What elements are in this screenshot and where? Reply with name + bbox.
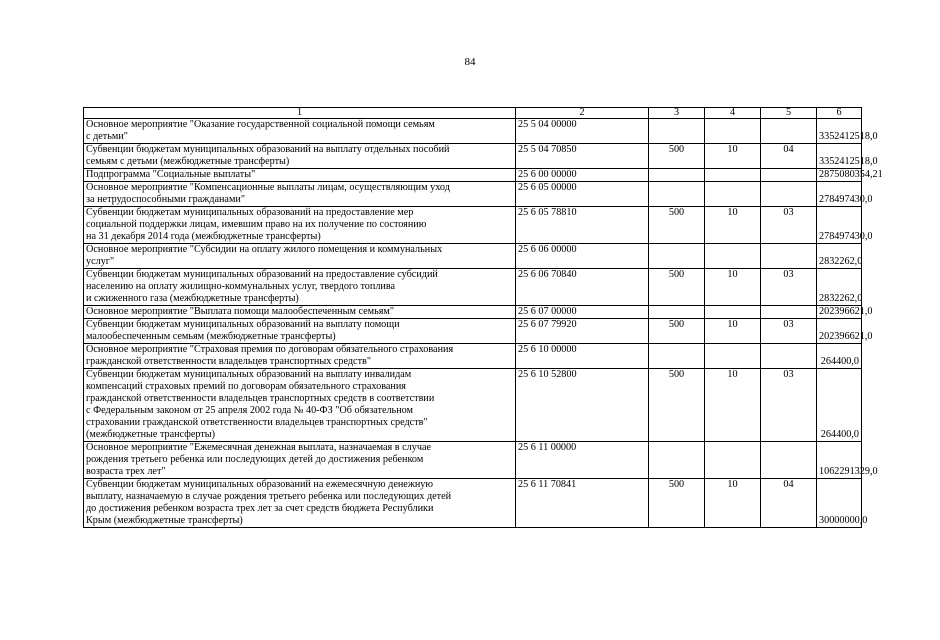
row-col4: 10 bbox=[705, 369, 761, 442]
row-code: 25 6 07 00000 bbox=[516, 306, 649, 319]
row-col4: 10 bbox=[705, 319, 761, 344]
row-amount: 202396621,0 bbox=[817, 306, 862, 319]
row-col3: 500 bbox=[649, 269, 705, 306]
row-code: 25 6 06 70840 bbox=[516, 269, 649, 306]
row-col4 bbox=[705, 344, 761, 369]
row-amount: 264400,0 bbox=[817, 369, 862, 442]
row-amount: 3352412518,0 bbox=[817, 119, 862, 144]
row-col3 bbox=[649, 306, 705, 319]
row-amount: 278497430,0 bbox=[817, 182, 862, 207]
row-col5: 03 bbox=[761, 207, 817, 244]
row-name: Основное мероприятие "Ежемесячная денежная выплата, назначаемая в случае рождения третьего ребенка или последующих детей до достижения ребенком возраста трех лет" bbox=[84, 442, 516, 479]
row-col3: 500 bbox=[649, 319, 705, 344]
row-col4: 10 bbox=[705, 269, 761, 306]
row-col5 bbox=[761, 442, 817, 479]
row-col4 bbox=[705, 244, 761, 269]
table-row bbox=[84, 306, 862, 319]
row-code: 25 6 06 00000 bbox=[516, 244, 649, 269]
row-code: 25 6 10 52800 bbox=[516, 369, 649, 442]
row-col5 bbox=[761, 169, 817, 182]
row-col5: 03 bbox=[761, 319, 817, 344]
row-code: 25 5 04 70850 bbox=[516, 144, 649, 169]
row-name: Субвенции бюджетам муниципальных образований на предоставление субсидий населению на оплату жилищно-коммунальных услуг, твердого топлива и сжиженного газа (межбюджетные трансферты) bbox=[84, 269, 516, 306]
table-row bbox=[84, 244, 862, 269]
row-col4 bbox=[705, 182, 761, 207]
row-code: 25 6 07 79920 bbox=[516, 319, 649, 344]
table-row bbox=[84, 169, 862, 182]
column-header: 3 bbox=[649, 108, 705, 119]
row-code: 25 6 11 00000 bbox=[516, 442, 649, 479]
row-col3: 500 bbox=[649, 144, 705, 169]
row-col5 bbox=[761, 182, 817, 207]
row-col4: 10 bbox=[705, 479, 761, 528]
row-code: 25 6 00 00000 bbox=[516, 169, 649, 182]
row-col4 bbox=[705, 119, 761, 144]
row-amount: 264400,0 bbox=[817, 344, 862, 369]
row-col5 bbox=[761, 306, 817, 319]
table-row bbox=[84, 269, 862, 306]
row-name: Основное мероприятие "Субсидии на оплату жилого помещения и коммунальных услуг" bbox=[84, 244, 516, 269]
row-amount: 1062291329,0 bbox=[817, 442, 862, 479]
row-col3: 500 bbox=[649, 479, 705, 528]
row-col3 bbox=[649, 442, 705, 479]
row-name: Основное мероприятие "Страховая премия по договорам обязательного страхования гражданской ответственности владельцев транспортных средств" bbox=[84, 344, 516, 369]
row-name: Основное мероприятие "Выплата помощи малообеспеченным семьям" bbox=[84, 306, 516, 319]
row-amount: 2875080354,21 bbox=[817, 169, 862, 182]
row-code: 25 6 11 70841 bbox=[516, 479, 649, 528]
row-col3 bbox=[649, 244, 705, 269]
row-name: Основное мероприятие "Оказание государственной социальной помощи семьям с детьми" bbox=[84, 119, 516, 144]
row-col4 bbox=[705, 169, 761, 182]
row-code: 25 6 05 00000 bbox=[516, 182, 649, 207]
table-row bbox=[84, 144, 862, 169]
row-amount: 2832262,0 bbox=[817, 269, 862, 306]
table-row bbox=[84, 319, 862, 344]
table-row bbox=[84, 442, 862, 479]
row-col3 bbox=[649, 169, 705, 182]
row-col5 bbox=[761, 119, 817, 144]
row-col3: 500 bbox=[649, 369, 705, 442]
row-col5: 03 bbox=[761, 269, 817, 306]
row-col3 bbox=[649, 182, 705, 207]
row-code: 25 6 05 78810 bbox=[516, 207, 649, 244]
table-row bbox=[84, 182, 862, 207]
row-col3 bbox=[649, 344, 705, 369]
row-name: Субвенции бюджетам муниципальных образований на предоставление мер социальной поддержки лицам, имевшим право на их получение по состоянию на 31 декабря 2014 года (межбюджетные трансферты) bbox=[84, 207, 516, 244]
row-code: 25 6 10 00000 bbox=[516, 344, 649, 369]
row-name: Субвенции бюджетам муниципальных образований на ежемесячную денежную выплату, назначаемую в случае рождения третьего ребенка или последующих детей до достижения ребенком возраста трех лет за счет средств бюджета Республики Крым (межбюджетные трансферты) bbox=[84, 479, 516, 528]
table-row bbox=[84, 207, 862, 244]
row-code: 25 5 04 00000 bbox=[516, 119, 649, 144]
row-col4 bbox=[705, 442, 761, 479]
column-header: 2 bbox=[516, 108, 649, 119]
row-col4 bbox=[705, 306, 761, 319]
row-col5: 04 bbox=[761, 144, 817, 169]
table-row bbox=[84, 344, 862, 369]
row-col5 bbox=[761, 244, 817, 269]
column-header: 5 bbox=[761, 108, 817, 119]
table-row bbox=[84, 479, 862, 528]
row-name: Субвенции бюджетам муниципальных образований на выплату отдельных пособий семьям с детьми (межбюджетные трансферты) bbox=[84, 144, 516, 169]
row-col3 bbox=[649, 119, 705, 144]
row-amount: 3352412518,0 bbox=[817, 144, 862, 169]
row-name: Субвенции бюджетам муниципальных образований на выплату инвалидам компенсаций страховых премий по договорам обязательного страхования гражданской ответственности владельцев транспортных средств в соответствии с Федеральным законом от 25 апреля 2002 года № 40-ФЗ "Об обязательном страховании гражданской ответственности владельцев транспортных средств" (межбюджетные трансферты) bbox=[84, 369, 516, 442]
row-name: Основное мероприятие "Компенсационные выплаты лицам, осуществляющим уход за нетрудоспособными гражданами" bbox=[84, 182, 516, 207]
row-amount: 30000000,0 bbox=[817, 479, 862, 528]
row-col3: 500 bbox=[649, 207, 705, 244]
row-amount: 202396621,0 bbox=[817, 319, 862, 344]
row-col5: 04 bbox=[761, 479, 817, 528]
budget-table bbox=[83, 107, 883, 528]
row-name: Подпрограмма "Социальные выплаты" bbox=[84, 169, 516, 182]
page-number: 84 bbox=[464, 56, 476, 68]
table-row bbox=[84, 369, 862, 442]
column-header: 6 bbox=[817, 108, 862, 119]
row-col4: 10 bbox=[705, 144, 761, 169]
row-amount: 278497430,0 bbox=[817, 207, 862, 244]
column-header: 4 bbox=[705, 108, 761, 119]
header-row bbox=[84, 108, 862, 119]
row-col5 bbox=[761, 344, 817, 369]
row-name: Субвенции бюджетам муниципальных образований на выплату помощи малообеспеченным семьям (межбюджетные трансферты) bbox=[84, 319, 516, 344]
row-col4: 10 bbox=[705, 207, 761, 244]
row-amount: 2832262,0 bbox=[817, 244, 862, 269]
column-header: 1 bbox=[84, 108, 516, 119]
table-row bbox=[84, 119, 862, 144]
row-col5: 03 bbox=[761, 369, 817, 442]
